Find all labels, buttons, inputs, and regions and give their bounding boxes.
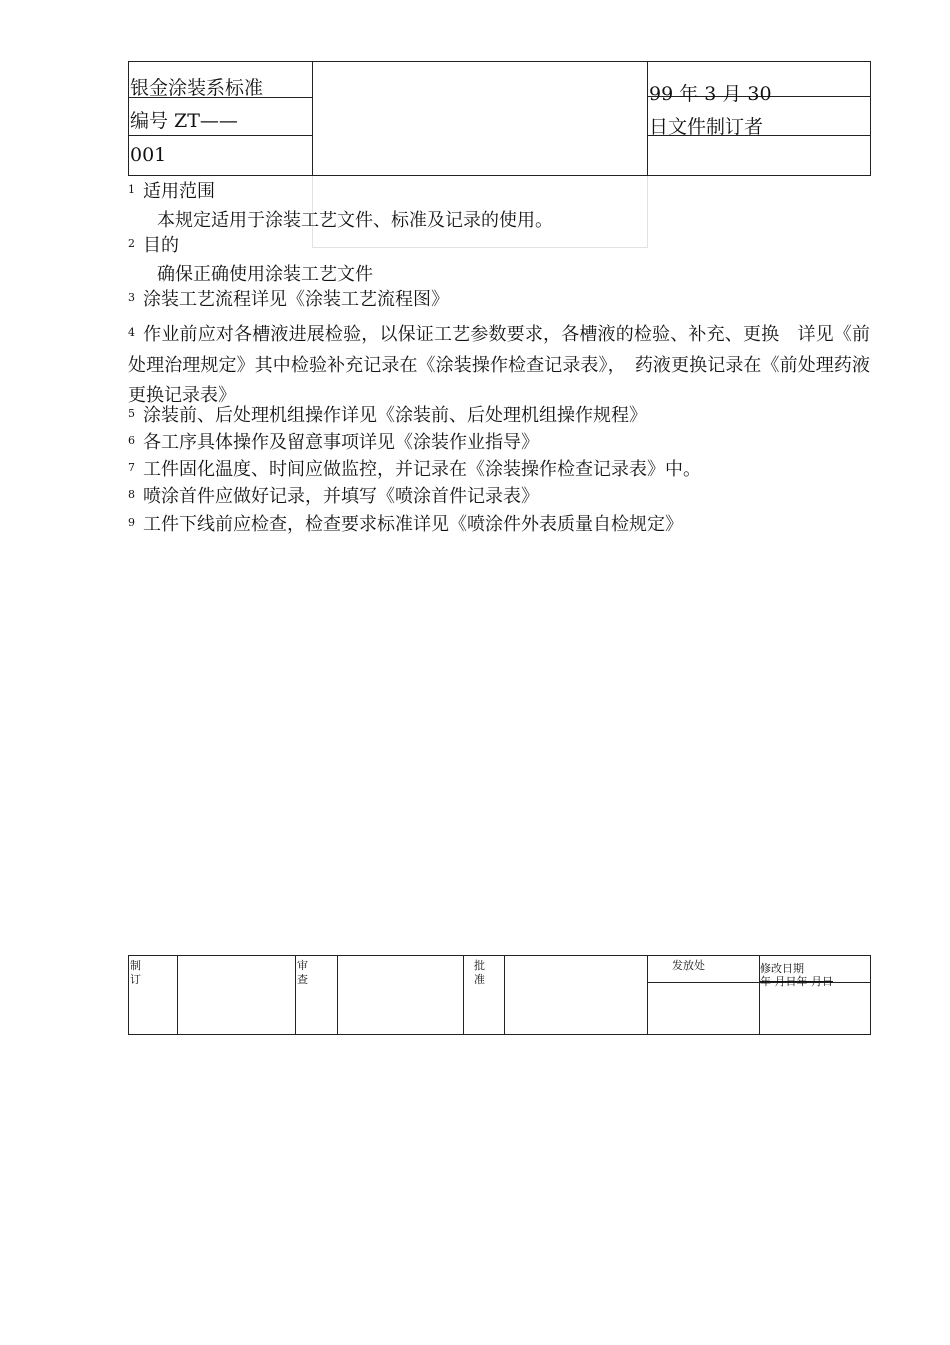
doc-author-label: 日文件制订者: [649, 116, 764, 138]
section-text: 工件固化温度、时间应做监控，并记录在《涂装操作检查记录表》中。: [143, 459, 701, 480]
section-1-title: [128, 179, 215, 205]
section-text: 涂装工艺流程详见《涂装工艺流程图》: [143, 289, 449, 310]
section-1-body: 本规定适用于涂装工艺文件、标准及记录的使用。: [157, 210, 553, 231]
header-divider-right: [647, 61, 648, 176]
doc-date: 99 年 3 月 30: [649, 83, 772, 105]
header-border-bottom: [128, 175, 871, 176]
section-text: 工件下线前应检查，检查要求标准详见《喷涂件外表质量自检规定》: [143, 514, 683, 535]
approved-by-label: [474, 959, 485, 987]
header-row-line-left-2: [128, 135, 312, 136]
section-number: 8: [128, 488, 135, 501]
faint-box-right: [647, 176, 648, 248]
label-char: 批: [474, 959, 485, 972]
sig-border-left: [128, 955, 129, 1035]
sig-col-2: [295, 955, 296, 1035]
label-char: 审: [297, 959, 308, 972]
label-char: 查: [297, 973, 308, 986]
label-char: 准: [474, 973, 485, 986]
section-number: 4: [128, 326, 135, 339]
sig-border-right: [870, 955, 871, 1035]
section-number: 1: [128, 183, 135, 196]
header-divider-left: [312, 61, 313, 176]
sig-col-5: [504, 955, 505, 1035]
faint-box-bottom: [312, 247, 648, 248]
sig-col-4: [463, 955, 464, 1035]
header-border-top: [128, 61, 871, 62]
revision-date-value: 年 月日年 月日: [760, 975, 833, 988]
reviewed-by-label: [297, 959, 308, 987]
section-text: 涂装前、后处理机组操作详见《涂装前、后处理机组操作规程》: [143, 405, 647, 426]
header-border-right: [870, 61, 871, 176]
section-title-text: 适用范围: [143, 181, 215, 202]
revision-date-label: 修改日期: [760, 962, 804, 975]
section-7: [128, 457, 701, 483]
section-number: 2: [128, 237, 135, 250]
doc-code-number: 001: [130, 144, 167, 166]
section-5: [128, 403, 647, 429]
label-char: 制: [130, 959, 141, 972]
sig-col-1: [177, 955, 178, 1035]
section-number: 3: [128, 291, 135, 304]
sig-col-6: [647, 955, 648, 1035]
section-4: [128, 320, 870, 412]
section-2-title: [128, 233, 179, 259]
section-number: 6: [128, 434, 135, 447]
sig-col-3: [337, 955, 338, 1035]
prepared-by-label: [130, 959, 141, 987]
dept-standard-label: 银金涂装系标准: [130, 77, 264, 99]
section-text: 作业前应对各槽液进展检验，以保证工艺参数要求，各槽液的检验、补充、更换 详见《前处理治理规定》其中检验补充记录在《涂装操作检查记录表》， 药液更换记录在《前处理药液更换记录表》: [128, 324, 870, 406]
section-6: [128, 430, 539, 456]
section-number: 9: [128, 516, 135, 529]
section-number: 7: [128, 461, 135, 474]
section-number: 5: [128, 407, 135, 420]
section-2-body: 确保正确使用涂装工艺文件: [157, 264, 373, 285]
section-text: 喷涂首件应做好记录，并填写《喷涂首件记录表》: [143, 486, 539, 507]
sig-row-line: [647, 982, 871, 983]
section-3: [128, 287, 449, 313]
section-text: 各工序具体操作及留意事项详见《涂装作业指导》: [143, 432, 539, 453]
section-9: [128, 512, 683, 538]
issued-to-label: 发放处: [672, 959, 705, 972]
header-border-left: [128, 61, 129, 176]
section-8: [128, 484, 539, 510]
section-title-text: 目的: [143, 235, 179, 256]
doc-code-label: 编号 ZT——: [130, 110, 238, 132]
label-char: 订: [130, 973, 141, 986]
